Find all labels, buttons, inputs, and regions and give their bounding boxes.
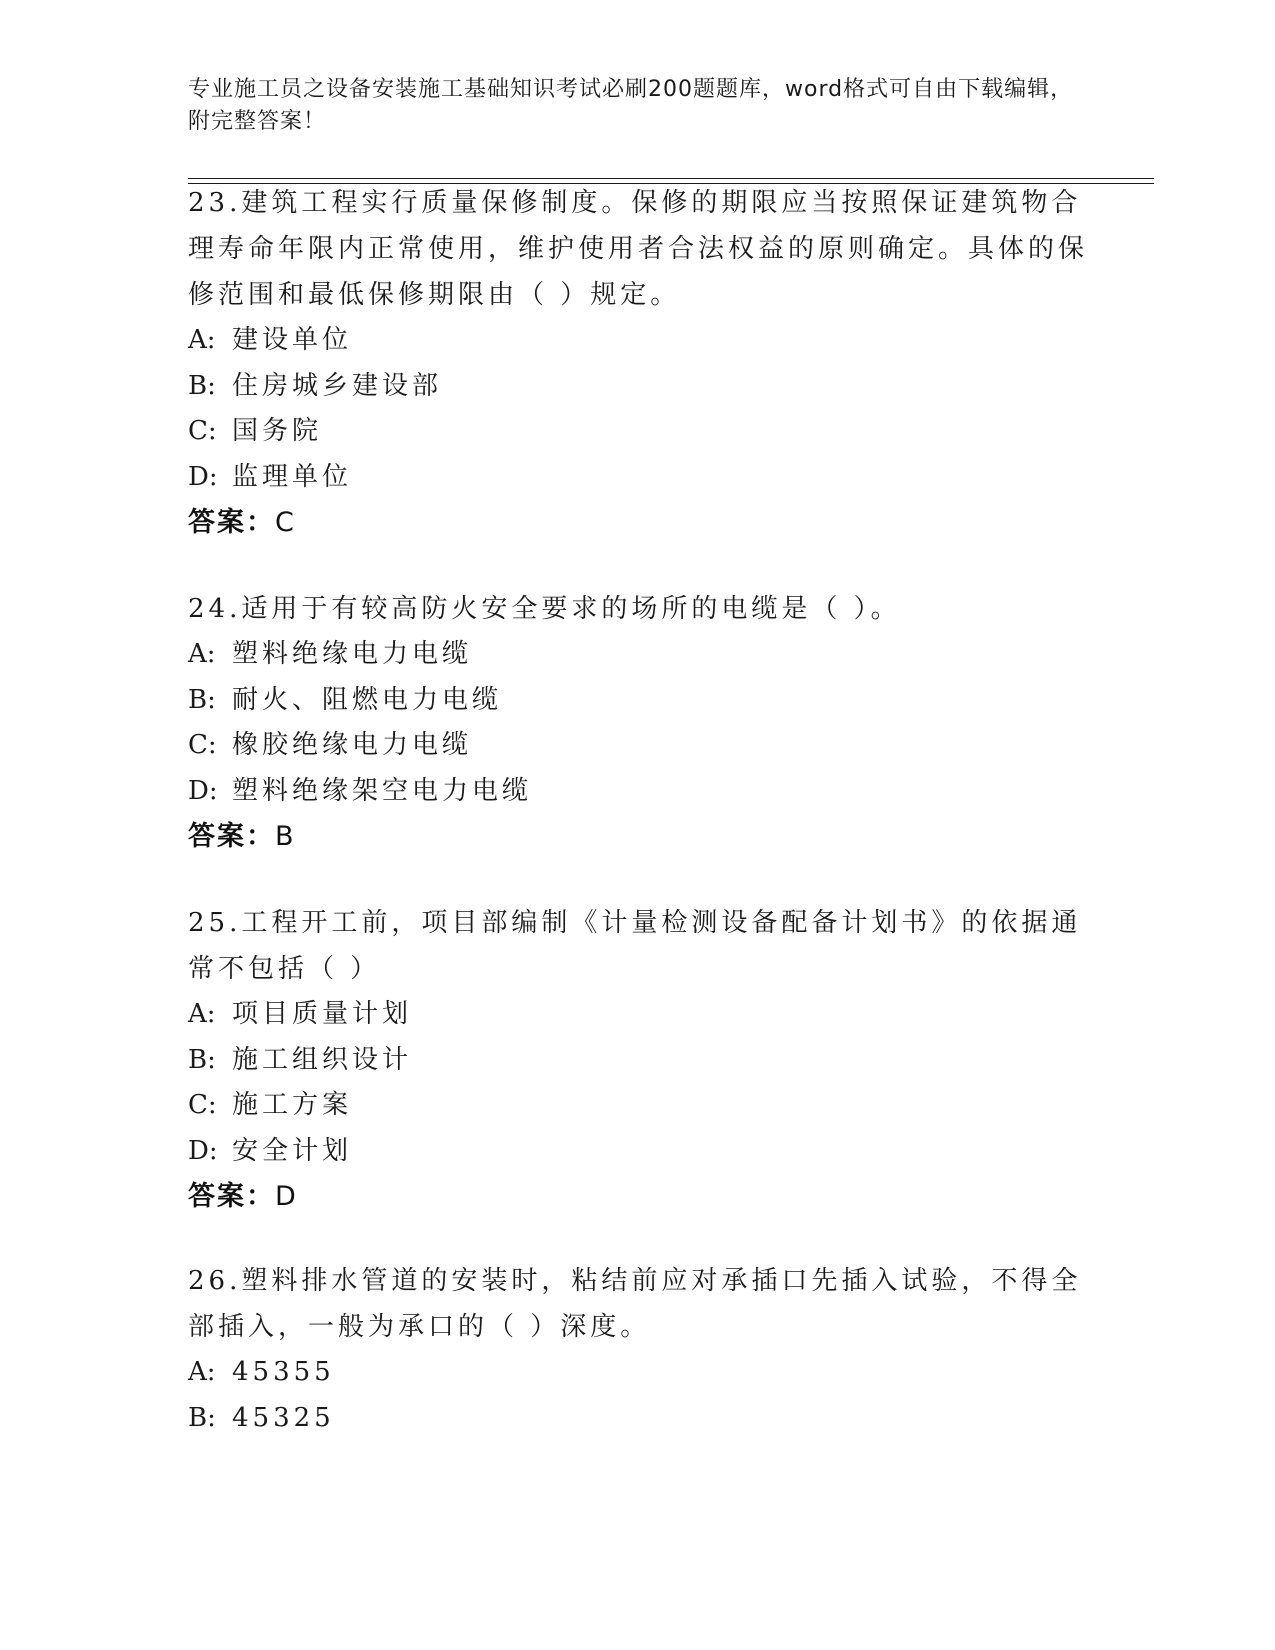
- answer-value: D: [275, 1181, 298, 1212]
- option-text: 45325: [232, 1402, 335, 1433]
- option-c: [188, 1083, 1088, 1129]
- option-text: 监理单位: [232, 461, 353, 492]
- option-text: 住房城乡建设部: [232, 370, 443, 401]
- option-letter: B:: [188, 684, 216, 715]
- option-letter: C:: [188, 1090, 217, 1120]
- option-letter: A:: [188, 999, 216, 1029]
- answer-value: B: [275, 821, 296, 852]
- header-title: 专业施工员之设备安装施工基础知识考试必刷200题题库，word格式可自由下载编辑，附完整答案！: [188, 77, 1074, 134]
- option-letter: B:: [188, 370, 216, 401]
- option-c: [188, 723, 1088, 769]
- option-d: [188, 1129, 1088, 1175]
- document-header: [188, 74, 1088, 138]
- option-text: 国务院: [232, 416, 323, 446]
- option-letter: B:: [188, 1044, 216, 1075]
- option-text: 安全计划: [232, 1135, 353, 1166]
- question-body: 塑料排水管道的安装时，粘结前应对承插口先插入试验，不得全部插入，一般为承口的（ ）深度。: [188, 1266, 1082, 1342]
- question-number: 24.: [188, 594, 242, 624]
- option-b: [188, 1396, 1088, 1442]
- option-text: 建设单位: [232, 325, 353, 355]
- option-letter: D:: [188, 461, 218, 492]
- question-23: [188, 180, 1088, 546]
- option-d: [188, 455, 1088, 501]
- question-body: 建筑工程实行质量保修制度。保修的期限应当按照保证建筑物合理寿命年限内正常使用，维护使用者合法权益的原则确定。具体的保修范围和最低保修期限由（ ）规定。: [188, 188, 1089, 310]
- question-number: 25.: [188, 908, 242, 938]
- answer-line: [188, 1174, 1088, 1220]
- question-text: [188, 1258, 1088, 1350]
- option-letter: C:: [188, 416, 217, 446]
- question-number: 23.: [188, 188, 242, 218]
- question-24: [188, 586, 1088, 860]
- question-25: [188, 900, 1088, 1220]
- option-letter: B:: [188, 1402, 216, 1433]
- option-text: 塑料绝缘电力电缆: [232, 639, 473, 669]
- option-letter: A:: [188, 639, 216, 669]
- option-a: [188, 992, 1088, 1038]
- option-letter: C:: [188, 730, 217, 760]
- option-a: [188, 318, 1088, 364]
- answer-value: C: [275, 507, 296, 538]
- question-26: [188, 1258, 1088, 1441]
- answer-line: [188, 500, 1088, 546]
- option-letter: A:: [188, 1357, 216, 1387]
- option-text: 橡胶绝缘电力电缆: [232, 730, 473, 760]
- option-a: [188, 1350, 1088, 1396]
- option-b: [188, 1038, 1088, 1084]
- option-text: 耐火、阻燃电力电缆: [232, 684, 503, 715]
- question-number: 26.: [188, 1266, 242, 1296]
- option-d: [188, 769, 1088, 815]
- answer-label: 答案：: [188, 1181, 275, 1212]
- option-b: [188, 364, 1088, 410]
- question-body: 适用于有较高防火安全要求的场所的电缆是（ ）。: [241, 594, 901, 624]
- question-text: [188, 586, 1088, 632]
- question-text: [188, 900, 1088, 992]
- answer-label: 答案：: [188, 821, 275, 852]
- option-letter: D:: [188, 1135, 218, 1166]
- header-divider-top: [188, 178, 1154, 179]
- question-text: [188, 180, 1088, 318]
- question-body: 工程开工前，项目部编制《计量检测设备配备计划书》的依据通常不包括（ ）: [188, 908, 1082, 984]
- option-text: 塑料绝缘架空电力电缆: [232, 775, 533, 806]
- answer-label: 答案：: [188, 507, 275, 538]
- option-a: [188, 632, 1088, 678]
- option-letter: A:: [188, 325, 216, 355]
- option-text: 施工方案: [232, 1090, 353, 1120]
- option-b: [188, 678, 1088, 724]
- option-letter: D:: [188, 775, 218, 806]
- answer-line: [188, 814, 1088, 860]
- option-text: 施工组织设计: [232, 1044, 413, 1075]
- option-text: 45355: [232, 1357, 335, 1387]
- option-text: 项目质量计划: [232, 999, 413, 1029]
- option-c: [188, 409, 1088, 455]
